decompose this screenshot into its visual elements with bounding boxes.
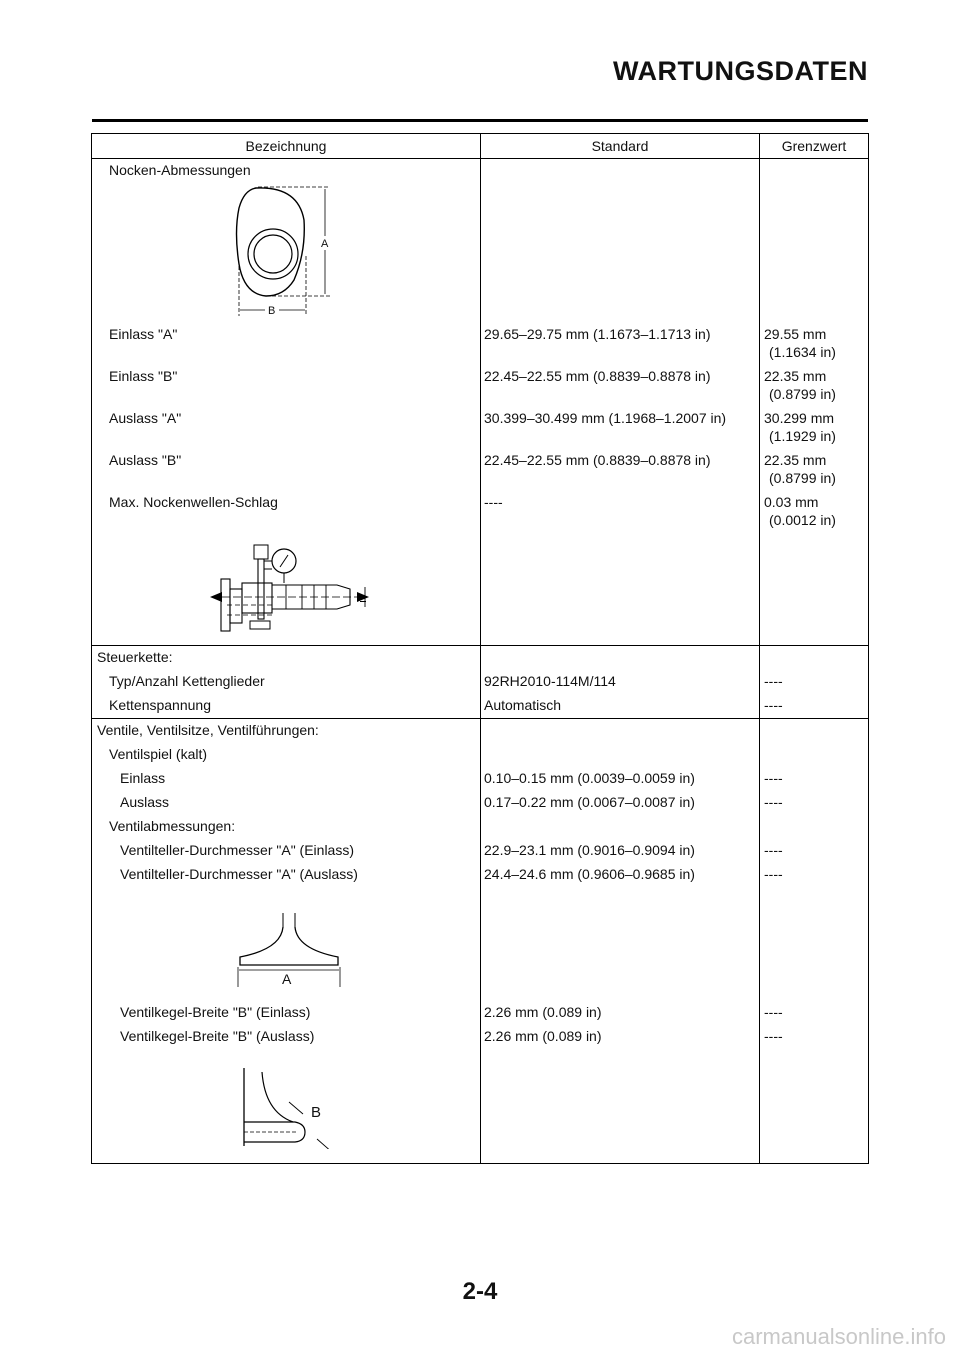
row-standard: 30.399–30.499 mm (1.1968–1.2007 in): [484, 410, 727, 426]
row-standard: 0.10–0.15 mm (0.0039–0.0059 in): [484, 770, 695, 786]
column-header-limit: Grenzwert: [781, 138, 847, 154]
row-label: Auslass "A": [109, 410, 182, 426]
title-rule: [92, 119, 868, 122]
camshaft-runout-gauge-figure: [202, 539, 377, 639]
spec-table: [91, 133, 869, 1164]
row-limit-inch: (0.8799 in): [769, 386, 836, 402]
row-standard: 22.9–23.1 mm (0.9016–0.9094 in): [484, 842, 695, 858]
page-number: 2-4: [462, 1278, 498, 1305]
row-limit: ----: [764, 1004, 783, 1020]
row-limit: ----: [764, 1028, 783, 1044]
subheading-valve-clearance: Ventilspiel (kalt): [109, 746, 208, 762]
row-label: Einlass "B": [109, 368, 178, 384]
row-standard: 22.45–22.55 mm (0.8839–0.8878 in): [484, 368, 711, 384]
row-limit: 30.299 mm: [764, 410, 835, 426]
section-divider-2: [92, 718, 868, 719]
row-standard: 29.65–29.75 mm (1.1673–1.1713 in): [484, 326, 711, 342]
page-title: WARTUNGSDATEN: [613, 56, 868, 86]
column-header-standard: Standard: [591, 138, 649, 154]
row-label: Max. Nockenwellen-Schlag: [109, 494, 278, 510]
column-header-name: Bezeichnung: [245, 138, 327, 154]
column-divider-2: [759, 134, 760, 1163]
section-heading-chain: Steuerkette:: [97, 649, 173, 665]
row-standard: ----: [484, 494, 503, 510]
row-limit-inch: (0.8799 in): [769, 470, 836, 486]
subheading-valve-dimensions: Ventilabmessungen:: [109, 818, 236, 834]
figure-label-a: A: [321, 238, 329, 250]
section-heading-valves: Ventile, Ventilsitze, Ventilführungen:: [97, 722, 319, 738]
section-divider-1: [92, 645, 868, 646]
valve-head-diameter-figure: [232, 909, 352, 989]
row-limit: 29.55 mm: [764, 326, 827, 342]
row-label: Ventilkegel-Breite "B" (Einlass): [120, 1004, 311, 1020]
row-limit: 22.35 mm: [764, 368, 827, 384]
row-label: Ventilkegel-Breite "B" (Auslass): [120, 1028, 315, 1044]
row-limit: 22.35 mm: [764, 452, 827, 468]
row-limit: ----: [764, 866, 783, 882]
valve-face-width-figure: [237, 1064, 337, 1149]
row-limit-inch: (0.0012 in): [769, 512, 836, 528]
row-label: Kettenspannung: [109, 697, 211, 713]
figure-label-b: B: [311, 1104, 322, 1121]
row-limit: ----: [764, 794, 783, 810]
row-standard: 2.26 mm (0.089 in): [484, 1028, 602, 1044]
row-limit: 0.03 mm: [764, 494, 819, 510]
column-divider-1: [480, 134, 481, 1163]
row-limit: ----: [764, 697, 783, 713]
watermark: carmanualsonline.info: [731, 1324, 946, 1349]
row-standard: 92RH2010-114M/114: [484, 673, 616, 689]
figure-label-a: A: [282, 971, 292, 987]
row-standard: 22.45–22.55 mm (0.8839–0.8878 in): [484, 452, 711, 468]
row-limit-inch: (1.1634 in): [769, 344, 836, 360]
row-standard: 2.26 mm (0.089 in): [484, 1004, 602, 1020]
row-label: Auslass: [120, 794, 170, 810]
row-standard: 0.17–0.22 mm (0.0067–0.0087 in): [484, 794, 695, 810]
row-limit: ----: [764, 842, 783, 858]
row-standard: 24.4–24.6 mm (0.9606–0.9685 in): [484, 866, 695, 882]
row-label: Einlass "A": [109, 326, 178, 342]
row-standard: Automatisch: [484, 697, 562, 713]
row-limit: ----: [764, 673, 783, 689]
row-label: Typ/Anzahl Kettenglieder: [109, 673, 265, 689]
row-label: Ventilteller-Durchmesser "A" (Auslass): [120, 866, 358, 882]
figure-label-b: B: [268, 305, 276, 317]
row-label: Ventilteller-Durchmesser "A" (Einlass): [120, 842, 355, 858]
row-label: Auslass "B": [109, 452, 182, 468]
section-heading-cam: Nocken-Abmessungen: [109, 162, 251, 178]
row-limit: ----: [764, 770, 783, 786]
row-label: Einlass: [120, 770, 166, 786]
row-limit-inch: (1.1929 in): [769, 428, 836, 444]
